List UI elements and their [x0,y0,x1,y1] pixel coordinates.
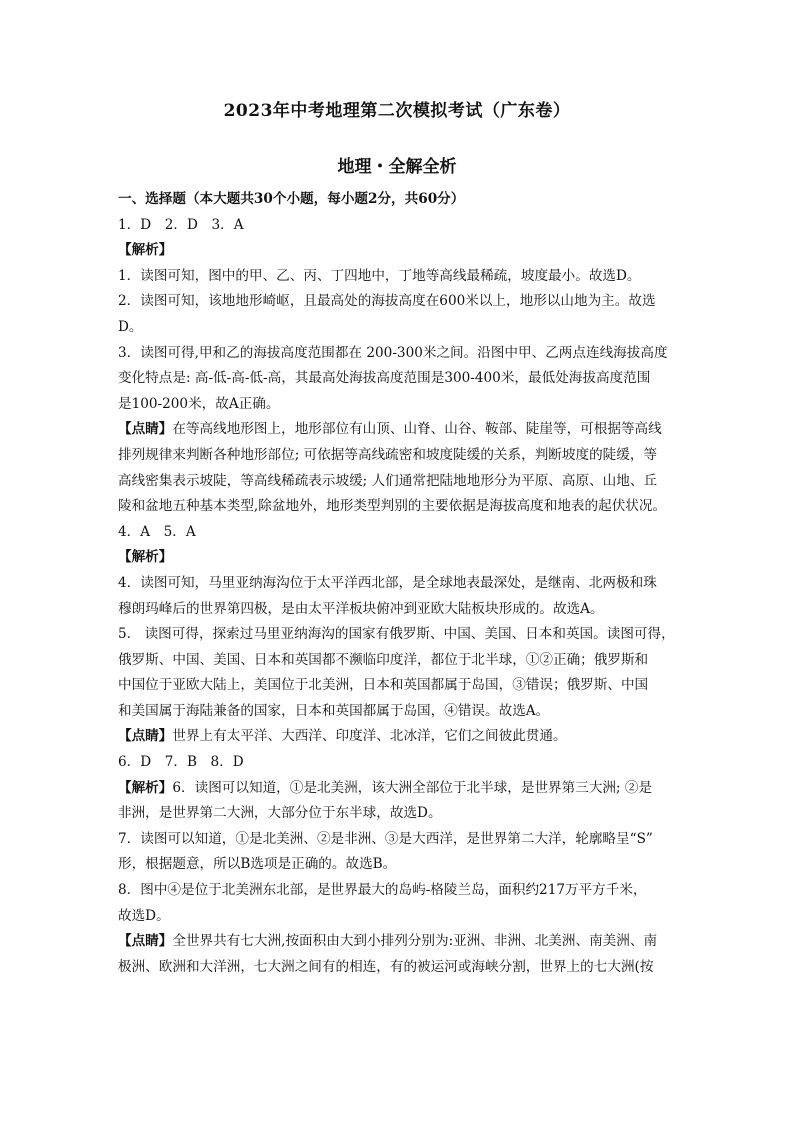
text-line [118,622,678,648]
line-text: 故选D。 [118,907,170,924]
text-line [118,392,678,418]
text-line [118,315,678,341]
line-text: 在等高线地形图上，地形部位有山顶、山脊、山谷、鞍部、陡崖等，可根据等高线 [172,421,662,438]
text-line [118,264,678,290]
text-line [118,597,678,623]
line-text: 高线密集表示坡陡，等高线稀疏表示坡缓; 人们通常把陆地地形分为平原、高原、山地、丘 [118,472,658,489]
line-text: 形，根据题意，所以B选项是正确的。故选B。 [118,856,397,873]
line-text: 7．读图可以知道，①是北美洲、②是非洲、③是大西洋，是世界第二大洋，轮廓略呈“S” [118,830,653,847]
line-text: 世界上有太平洋、大西洋、印度洋、北冰洋，它们之间彼此贯通。 [172,728,567,745]
text-line [118,494,678,520]
text-line [118,929,678,955]
text-line [118,878,678,904]
text-line [118,238,678,264]
line-text: 5． 读图可得，探索过马里亚纳海沟的国家有俄罗斯、中国、美国、日本和英国。读图可得， [118,626,675,643]
text-line [118,213,678,239]
line-text: 6．读图可以知道，①是北美洲，该大洲全部位于北半球，是世界第三大洲; ②是 [172,779,653,796]
line-text: 极洲、欧洲和大洋洲，七大洲之间有的相连，有的被运河或海峡分割，世界上的七大洲(按 [118,958,654,975]
text-line [118,904,678,930]
line-text: 俄罗斯、中国、美国、日本和英国都不濒临印度洋，都位于北半球，①②正确；俄罗斯和 [118,651,649,668]
line-tag: 【点睛】 [118,933,173,950]
line-text: 排列规律来判断各种地形部位; 可依据等高线疏密和坡度陡缓的关系，判断坡度的陡缓，等 [118,446,658,463]
line-text: 6．D 7．B 8．D [118,754,244,771]
text-line [118,520,678,546]
text-line [118,699,678,725]
text-line [118,827,678,853]
line-text: 1．读图可知，图中的甲、乙、丙、丁四地中，丁地等高线最稀疏，坡度最小。故选D。 [118,267,641,284]
text-line [118,341,678,367]
text-line [118,776,678,802]
document-title: 2023年中考地理第二次模拟考试（广东卷） [223,101,571,121]
line-text: 4．A 5．A [118,523,196,540]
line-tag: 【点睛】 [118,728,173,745]
line-tag: 【点睛】 [118,421,173,438]
text-line [118,443,678,469]
text-line [118,571,678,597]
line-tag: 【解析】 [118,549,173,566]
text-line [118,366,678,392]
document-body [118,187,678,980]
text-line [118,955,678,981]
line-text: 4．读图可知，马里亚纳海沟位于太平洋西北部，是全球地表最深处，是继南、北两极和珠 [118,574,657,591]
line-text: 2．读图可知，该地地形崎岖，且最高处的海拔高度在600米以上，地形以山地为主。故选 [118,293,656,310]
line-text: 变化特点是: 高-低-高-低-高，其最高处海拔高度范围是300-400米，最低处海拔高度范围 [118,370,651,387]
text-line [118,724,678,750]
line-tag: 【解析】 [118,779,173,796]
text-line [118,417,678,443]
document-subtitle: 地理・全解全析 [337,157,457,177]
line-text: 全世界共有七大洲,按面积由大到小排列分别为:亚洲、非洲、北美洲、南美洲、南 [172,933,658,950]
line-text: 中国位于亚欧大陆上，美国位于北美洲，日本和英国都属于岛国，③错误；俄罗斯、中国 [118,677,649,694]
section-heading: 一、选择题（本大题共30个小题，每小题2分，共60分） [118,191,465,207]
answer-lines [118,213,678,981]
text-line [118,648,678,674]
text-line [118,673,678,699]
line-text: 陵和盆地五种基本类型,除盆地外，地形类型判别的主要依据是海拔高度和地表的起伏状况。 [118,498,667,515]
text-line [118,750,678,776]
line-text: 8．图中④是位于北美洲东北部，是世界最大的岛屿-格陵兰岛，面积约217万平方千米， [118,882,647,899]
text-line [118,289,678,315]
text-line [118,469,678,495]
text-line [118,545,678,571]
text-line [118,852,678,878]
line-text: 非洲，是世界第二大洲，大部分位于东半球，故选D。 [118,805,442,822]
line-tag: 【解析】 [118,242,173,259]
line-text: 和美国属于海陆兼备的国家，日本和英国都属于岛国，④错误。故选A。 [118,702,550,719]
line-text: 穆朗玛峰后的世界第四极，是由太平洋板块俯冲到亚欧大陆板块形成的。故选A。 [118,600,604,617]
line-text: 是100-200米，故A正确。 [118,395,280,412]
line-text: 1．D 2．D 3．A [118,216,244,233]
line-text: 3．读图可得,甲和乙的海拔高度范围都在 200-300米之间。沿图中甲、乙两点连线海拔高度 [118,344,668,361]
text-line [118,801,678,827]
line-text: D。 [118,318,143,335]
